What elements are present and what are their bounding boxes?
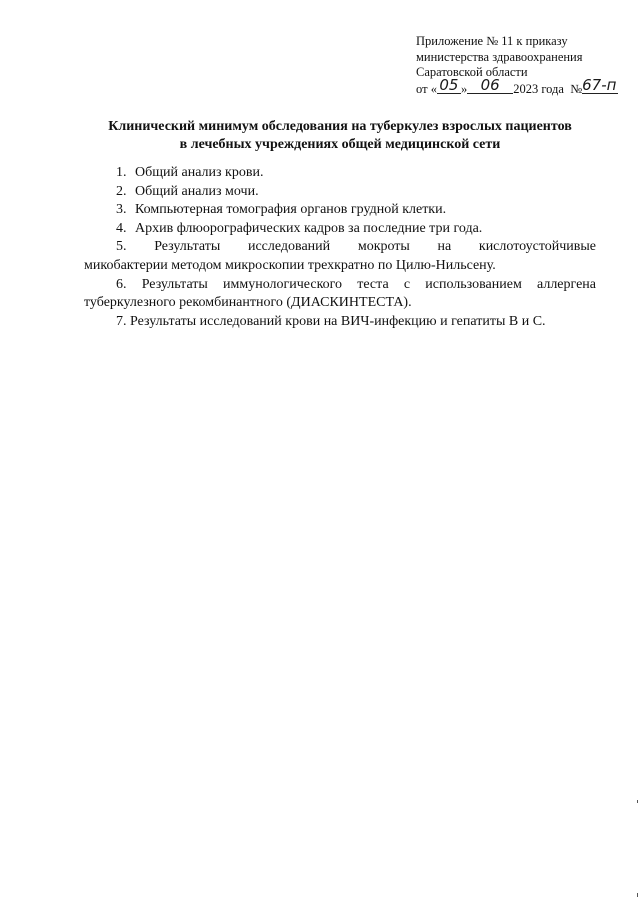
scan-mark [637,893,638,897]
date-prefix: от [416,81,428,96]
scan-mark [637,800,638,803]
title-line-2: в лечебных учреждениях общей медицинской сети [179,137,501,152]
order-year: 2023 года [513,81,564,96]
day-blank [437,75,461,94]
list-item-text: Общий анализ мочи. [135,183,259,199]
list-item-text: Результаты исследований мокроты на кислотоустойчивые [154,239,597,255]
list-item-number: 6. [116,276,127,292]
examination-list [84,164,596,331]
handwritten-day: 05 [439,75,459,94]
list-item-continuation: микобактерии методом микроскопии трехкратно по Цилю-Нильсену. [84,257,496,273]
list-item-text: Результаты исследований крови на ВИЧ-инфекцию и гепатиты В и С. [130,313,546,329]
appendix-line-2: министерства здравоохранения [416,49,583,64]
list-item-number: 3. [116,202,127,218]
month-blank [467,75,513,94]
list-item-text: Компьютерная томография органов грудной клетки. [135,202,447,218]
list-item-number: 2. [116,183,127,199]
list-item [84,183,596,202]
list-item-number: 7. [116,313,127,329]
list-item-text: Общий анализ крови. [135,165,264,180]
list-item [84,238,596,257]
list-item [84,164,596,183]
order-date-line [416,75,636,98]
list-item [84,201,596,220]
handwritten-number: 67-п [582,75,617,94]
appendix-line-1: Приложение № 11 к приказу [416,34,568,48]
document-title [60,118,620,154]
list-item [84,220,596,239]
list-item-number: 1. [116,165,127,180]
appendix-line-3: Саратовской области [416,65,528,79]
title-line-1: Клинический минимум обследования на туберкулез взрослых пациентов [108,119,572,134]
list-item-number: 4. [116,220,127,236]
number-prefix: № [570,81,583,96]
list-item-continuation: туберкулезного рекомбинантного (ДИАСКИНТЕСТА). [84,295,412,311]
list-item-text: Результаты иммунологического теста с использованием аллергена [141,276,596,292]
list-item [84,313,596,332]
list-item [84,276,596,295]
appendix-header [416,34,636,97]
list-item-text: Архив флюорографических кадров за последние три года. [135,220,483,236]
quote-close: » [460,81,468,96]
number-blank [582,75,618,94]
quote-open: « [430,81,437,96]
handwritten-month: 06 [480,75,500,94]
list-item-number: 5. [116,239,127,255]
